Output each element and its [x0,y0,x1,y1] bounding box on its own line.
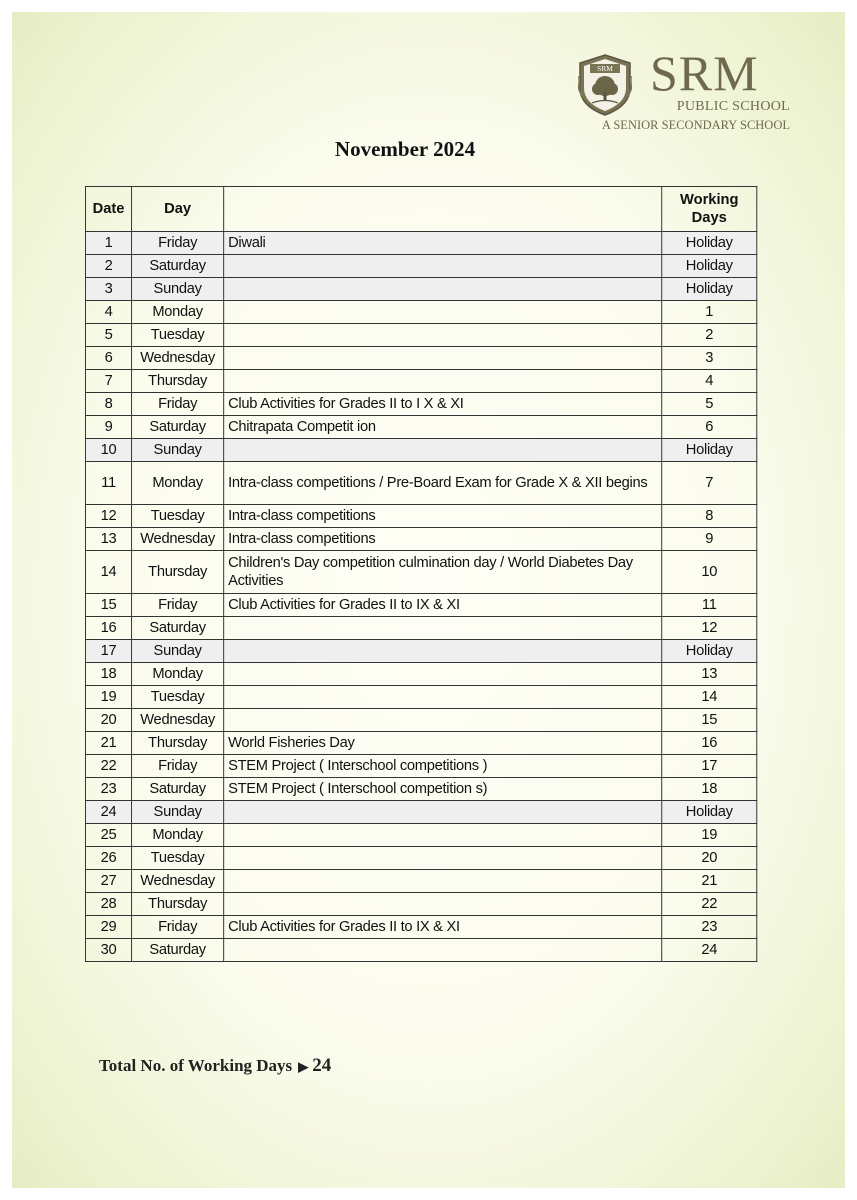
cell-event [224,370,662,393]
cell-event [224,824,662,847]
cell-date: 21 [85,732,131,755]
cell-working-days: 23 [662,916,757,939]
cell-day: Saturday [132,416,224,439]
cell-working-days: Holiday [662,439,757,462]
table-row [85,893,756,916]
cell-day: Thursday [132,551,224,594]
cell-date: 22 [85,755,131,778]
cell-date: 14 [85,551,131,594]
cell-working-days: Holiday [662,801,757,824]
table-row [85,663,756,686]
table-row [85,709,756,732]
cell-working-days: 5 [662,393,757,416]
cell-date: 30 [85,939,131,962]
cell-date: 18 [85,663,131,686]
header-event [224,187,662,232]
cell-date: 29 [85,916,131,939]
cell-date: 23 [85,778,131,801]
table-row [85,528,756,551]
svg-text:SRM: SRM [597,64,613,73]
cell-date: 16 [85,617,131,640]
cell-date: 25 [85,824,131,847]
cell-day: Saturday [132,939,224,962]
cell-working-days: 14 [662,686,757,709]
cell-working-days: 13 [662,663,757,686]
cell-event [224,324,662,347]
cell-event [224,617,662,640]
cell-day: Monday [132,663,224,686]
cell-day: Friday [132,232,224,255]
table-row [85,324,756,347]
table-row [85,347,756,370]
cell-day: Wednesday [132,528,224,551]
cell-event [224,939,662,962]
cell-day: Wednesday [132,709,224,732]
cell-working-days: 9 [662,528,757,551]
cell-day: Tuesday [132,324,224,347]
table-row [85,301,756,324]
cell-event: Club Activities for Grades II to IX & XI [224,594,662,617]
cell-day: Sunday [132,801,224,824]
cell-event: STEM Project ( Interschool competitions ) [224,755,662,778]
cell-event [224,893,662,916]
total-working-days [99,1055,331,1077]
cell-event [224,278,662,301]
table-header-row [85,187,756,232]
cell-day: Saturday [132,778,224,801]
cell-day: Wednesday [132,347,224,370]
cell-event [224,801,662,824]
table-row [85,255,756,278]
cell-working-days: 11 [662,594,757,617]
cell-day: Wednesday [132,870,224,893]
cell-date: 4 [85,301,131,324]
cell-date: 24 [85,801,131,824]
cell-working-days: 2 [662,324,757,347]
cell-day: Thursday [132,732,224,755]
table-row [85,278,756,301]
cell-working-days: 18 [662,778,757,801]
cell-working-days: 3 [662,347,757,370]
cell-date: 5 [85,324,131,347]
cell-date: 7 [85,370,131,393]
total-value: 24 [312,1055,332,1076]
cell-day: Saturday [132,255,224,278]
triangle-right-icon: ▶ [298,1059,309,1074]
table-row [85,462,756,505]
cell-day: Sunday [132,278,224,301]
cell-event [224,847,662,870]
table-row [85,416,756,439]
cell-day: Tuesday [132,847,224,870]
table-row [85,393,756,416]
cell-working-days: 17 [662,755,757,778]
cell-event: Intra-class competitions / Pre-Board Exam for Grade X & XII begins [224,462,662,505]
table-row [85,847,756,870]
header-day: Day [132,187,224,232]
cell-event: World Fisheries Day [224,732,662,755]
cell-day: Sunday [132,439,224,462]
school-crest-icon [578,54,632,116]
cell-event: Club Activities for Grades II to I X & XI [224,393,662,416]
cell-date: 15 [85,594,131,617]
cell-day: Tuesday [132,686,224,709]
cell-day: Friday [132,594,224,617]
cell-event [224,439,662,462]
cell-date: 8 [85,393,131,416]
cell-working-days: 20 [662,847,757,870]
cell-day: Sunday [132,640,224,663]
cell-day: Monday [132,462,224,505]
cell-event: Chitrapata Competit ion [224,416,662,439]
logo-name: SRM [650,45,759,101]
header-date: Date [85,187,131,232]
cell-working-days: Holiday [662,255,757,278]
table-row [85,617,756,640]
cell-date: 2 [85,255,131,278]
cell-date: 27 [85,870,131,893]
cell-event [224,347,662,370]
cell-event [224,686,662,709]
cell-working-days: Holiday [662,640,757,663]
cell-working-days: 19 [662,824,757,847]
cell-date: 10 [85,439,131,462]
cell-day: Tuesday [132,505,224,528]
table-row [85,870,756,893]
cell-working-days: Holiday [662,232,757,255]
header-working-days: Working Days [662,187,757,232]
calendar-body [85,232,756,962]
cell-event [224,301,662,324]
cell-working-days: 12 [662,617,757,640]
cell-day: Monday [132,824,224,847]
cell-working-days: 4 [662,370,757,393]
cell-date: 26 [85,847,131,870]
cell-date: 17 [85,640,131,663]
cell-date: 12 [85,505,131,528]
logo-subtitle: PUBLIC SCHOOL [676,99,790,114]
cell-working-days: 22 [662,893,757,916]
cell-day: Monday [132,301,224,324]
table-row [85,370,756,393]
cell-working-days: 1 [662,301,757,324]
table-row [85,801,756,824]
table-row [85,594,756,617]
cell-day: Saturday [132,617,224,640]
calendar-table [85,186,757,962]
cell-day: Thursday [132,370,224,393]
cell-event [224,709,662,732]
cell-working-days: 16 [662,732,757,755]
table-row [85,232,756,255]
page-title: November 2024 [334,137,476,161]
cell-working-days: 21 [662,870,757,893]
table-row [85,505,756,528]
table-row [85,640,756,663]
cell-date: 13 [85,528,131,551]
cell-working-days: 10 [662,551,757,594]
school-logo [572,45,794,138]
cell-working-days: 15 [662,709,757,732]
cell-day: Friday [132,755,224,778]
cell-working-days: 7 [662,462,757,505]
cell-working-days: 8 [662,505,757,528]
cell-day: Thursday [132,893,224,916]
cell-event: Diwali [224,232,662,255]
table-row [85,916,756,939]
table-row [85,732,756,755]
cell-event: Intra-class competitions [224,528,662,551]
cell-date: 6 [85,347,131,370]
cell-event [224,640,662,663]
cell-date: 28 [85,893,131,916]
logo-tagline: A SENIOR SECONDARY SCHOOL [601,118,790,132]
cell-event [224,870,662,893]
cell-working-days: Holiday [662,278,757,301]
cell-event [224,255,662,278]
cell-event: Intra-class competitions [224,505,662,528]
table-row [85,439,756,462]
cell-day: Friday [132,916,224,939]
cell-working-days: 24 [662,939,757,962]
table-row [85,824,756,847]
table-row [85,686,756,709]
table-row [85,755,756,778]
table-row [85,778,756,801]
total-label: Total No. of Working Days [99,1056,293,1075]
cell-event: STEM Project ( Interschool competition s) [224,778,662,801]
cell-event [224,663,662,686]
cell-date: 20 [85,709,131,732]
cell-date: 19 [85,686,131,709]
cell-event: Children's Day competition culmination day / World Diabetes Day Activities [224,551,662,594]
table-row [85,551,756,594]
cell-day: Friday [132,393,224,416]
cell-event: Club Activities for Grades II to IX & XI [224,916,662,939]
table-row [85,939,756,962]
cell-working-days: 6 [662,416,757,439]
cell-date: 1 [85,232,131,255]
cell-date: 11 [85,462,131,505]
cell-date: 9 [85,416,131,439]
cell-date: 3 [85,278,131,301]
